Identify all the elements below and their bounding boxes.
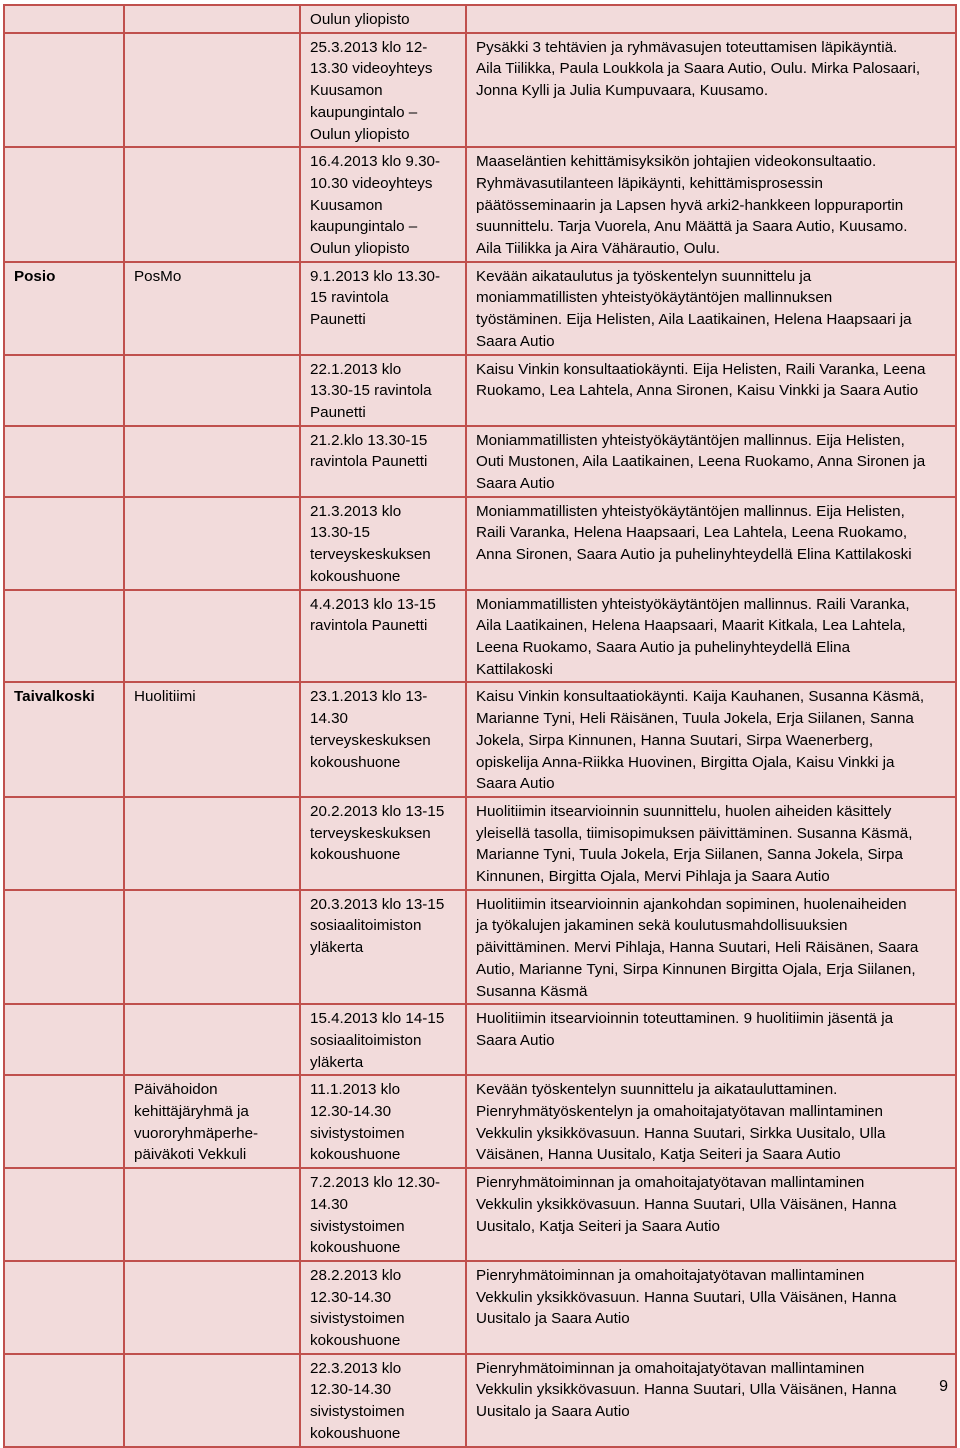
- location-cell: [4, 1075, 124, 1168]
- location-cell: [4, 1354, 124, 1447]
- date-location-cell: [300, 1354, 466, 1447]
- description-cell: [466, 590, 956, 683]
- description-cell-text: Moniammatillisten yhteistyökäytäntöjen mallinnus. Eija Helisten, Outi Mustonen, Aila Laatikainen, Leena Ruokamo, Anna Sironen ja Saara Autio: [476, 431, 926, 493]
- group-cell: [124, 262, 300, 355]
- group-cell: [124, 147, 300, 262]
- description-cell-text: Pienryhmätoiminnan ja omahoitajatyötavan mallintaminen Vekkulin yksikkövasuun. Hanna Suutari, Ulla Väisänen, Hanna Uusitalo, Katja Seiteri ja Saara Autio: [476, 1174, 897, 1235]
- date-location-cell-text: 22.1.2013 klo 13.30-15 ravintola Paunetti: [310, 360, 432, 421]
- group-cell-text: PosMo: [134, 267, 182, 285]
- description-cell: [466, 1168, 956, 1261]
- location-cell: [4, 147, 124, 262]
- description-cell: [466, 890, 956, 1005]
- date-location-cell-text: 21.2.klo 13.30-15 ravintola Paunetti: [310, 431, 428, 471]
- date-location-cell-text: 21.3.2013 klo 13.30-15 terveyskeskuksen kokoushuone: [310, 502, 431, 585]
- group-cell: [124, 1075, 300, 1168]
- group-cell: [124, 797, 300, 890]
- location-cell: [4, 890, 124, 1005]
- group-cell: [124, 1168, 300, 1261]
- location-cell: [4, 33, 124, 148]
- date-location-cell-text: 7.2.2013 klo 12.30- 14.30 sivistystoimen kokoushuone: [310, 1174, 441, 1257]
- description-cell-text: Pysäkki 3 tehtävien ja ryhmävasujen toteuttamisen läpikäyntiä. Aila Tiilikka, Paula Loukkola ja Saara Autio, Oulu. Mirka Palosaari, Jonna Kylli ja Julia Kumpuvaara, Kuusamo.: [476, 38, 921, 100]
- location-cell: [4, 682, 124, 797]
- group-cell: [124, 890, 300, 1005]
- location-cell: [4, 797, 124, 890]
- date-location-cell: [300, 33, 466, 148]
- description-cell-text: Moniammatillisten yhteistyökäytäntöjen mallinnus. Eija Helisten, Raili Varanka, Helena Haapsaari, Lea Lahtela, Leena Ruokamo, Anna Sironen, Saara Autio ja puhelinyhteydellä Elina Kattilakoski: [476, 502, 912, 564]
- table-row: [4, 1261, 956, 1354]
- table-row: [4, 5, 956, 33]
- date-location-cell-text: Oulun yliopisto: [310, 11, 410, 28]
- date-location-cell-text: 25.3.2013 klo 12- 13.30 videoyhteys Kuusamon kaupungintalo – Oulun yliopisto: [310, 38, 433, 143]
- date-location-cell: [300, 497, 466, 590]
- date-location-cell-text: 20.3.2013 klo 13-15 sosiaalitoimiston yläkerta: [310, 895, 445, 957]
- description-cell: [466, 33, 956, 148]
- location-cell: [4, 426, 124, 497]
- description-cell: [466, 497, 956, 590]
- description-cell: [466, 682, 956, 797]
- group-cell: [124, 1354, 300, 1447]
- location-cell: [4, 1168, 124, 1261]
- location-cell: [4, 5, 124, 33]
- table-row: [4, 682, 956, 797]
- location-cell-text: Posio: [14, 267, 56, 285]
- date-location-cell: [300, 590, 466, 683]
- date-location-cell: [300, 147, 466, 262]
- description-cell-text: Kevään aikataulutus ja työskentelyn suunnittelu ja moniammatillisten yhteistyökäytäntöjen mallinnuksen työstäminen. Eija Helisten, Aila Laatikainen, Helena Haapsaari ja Saara Autio: [476, 267, 912, 350]
- location-cell: [4, 355, 124, 426]
- group-cell: [124, 33, 300, 148]
- meeting-table: [3, 4, 957, 1448]
- description-cell-text: Huolitiimin itsearvioinnin suunnittelu, huolen aiheiden käsittely yleisellä tasolla, tiimisopimuksen päivittäminen. Susanna Käsmä, Marianne Tyni, Tuula Jokela, Erja Siilanen, Sanna Jokela, Sirpa Kinnunen, Birgitta Ojala, Mervi Pihlaja ja Saara Autio: [476, 802, 913, 886]
- date-location-cell: [300, 355, 466, 426]
- group-cell-text: Päivähoidon kehittäjäryhmä ja vuororyhmäperhe- päiväkoti Vekkuli: [134, 1081, 259, 1164]
- location-cell: [4, 590, 124, 683]
- date-location-cell-text: 22.3.2013 klo 12.30-14.30 sivistystoimen kokoushuone: [310, 1359, 405, 1442]
- table-row: [4, 590, 956, 683]
- description-cell: [466, 1261, 956, 1354]
- location-cell: [4, 1261, 124, 1354]
- group-cell-text: Huolitiimi: [134, 688, 196, 706]
- description-cell-text: Moniammatillisten yhteistyökäytäntöjen mallinnus. Raili Varanka, Aila Laatikainen, Helena Haapsaari, Maarit Kitkala, Lea Lahtela, Leena Ruokamo, Saara Autio ja puhelinyhteydellä Elina Kattilakoski: [476, 595, 910, 678]
- description-cell-text: Maaseläntien kehittämisyksikön johtajien videokonsultaatio. Ryhmävasutilanteen läpikäynti, kehittämisprosessin päätösseminaarin ja Lapsen hyvä arki2-hankkeen loppuraportin suunnittelu. Tarja Vuorela, Anu Määttä ja Saara Autio, Kuusamo. Aila Tiilikka ja Aira Vähärautio, Oulu.: [476, 153, 908, 258]
- location-cell: [4, 262, 124, 355]
- date-location-cell: [300, 262, 466, 355]
- table-row: [4, 33, 956, 148]
- table-row: [4, 355, 956, 426]
- page-number: 9: [939, 1378, 948, 1395]
- table-row: [4, 1075, 956, 1168]
- location-cell-text: Taivalkoski: [14, 688, 95, 706]
- description-cell: [466, 147, 956, 262]
- description-cell-text: Huolitiimin itsearvioinnin toteuttaminen. 9 huolitiimin jäsentä ja Saara Autio: [476, 1010, 894, 1049]
- date-location-cell-text: 11.1.2013 klo 12.30-14.30 sivistystoimen kokoushuone: [310, 1081, 405, 1164]
- group-cell: [124, 590, 300, 683]
- date-location-cell-text: 23.1.2013 klo 13- 14.30 terveyskeskuksen kokoushuone: [310, 688, 431, 771]
- group-cell: [124, 426, 300, 497]
- date-location-cell-text: 9.1.2013 klo 13.30- 15 ravintola Paunetti: [310, 267, 441, 329]
- group-cell: [124, 355, 300, 426]
- group-cell: [124, 1004, 300, 1075]
- date-location-cell: [300, 426, 466, 497]
- date-location-cell-text: 20.2.2013 klo 13-15 terveyskeskuksen kokoushuone: [310, 802, 445, 864]
- group-cell: [124, 5, 300, 33]
- description-cell-text: Pienryhmätoiminnan ja omahoitajatyötavan mallintaminen Vekkulin yksikkövasuun. Hanna Suutari, Ulla Väisänen, Hanna Uusitalo ja Saara Autio: [476, 1266, 897, 1328]
- group-cell: [124, 497, 300, 590]
- table-row: [4, 890, 956, 1005]
- table-row: [4, 1354, 956, 1447]
- group-cell: [124, 682, 300, 797]
- description-cell-text: Kaisu Vinkin konsultaatiokäynti. Eija Helisten, Raili Varanka, Leena Ruokamo, Lea Lahtela, Anna Sironen, Kaisu Vinkki ja Saara Autio: [476, 360, 926, 400]
- date-location-cell: [300, 890, 466, 1005]
- date-location-cell: [300, 1168, 466, 1261]
- table-row: [4, 1004, 956, 1075]
- description-cell-text: Huolitiimin itsearvioinnin ajankohdan sopiminen, huolenaiheiden ja työkalujen jakaminen sekä koulutusmahdollisuuksien päivittäminen. Mervi Pihlaja, Hanna Suutari, Heli Räisänen, Saara Autio, Marianne Tyni, Sirpa Kinnunen Birgitta Ojala, Erja Siilanen, Susanna Käsmä: [476, 895, 919, 1000]
- description-cell: [466, 262, 956, 355]
- description-cell: [466, 1354, 956, 1447]
- table-row: [4, 797, 956, 890]
- table-row: [4, 426, 956, 497]
- date-location-cell: [300, 5, 466, 33]
- description-cell: [466, 797, 956, 890]
- date-location-cell: [300, 1075, 466, 1168]
- date-location-cell: [300, 682, 466, 797]
- table-row: [4, 497, 956, 590]
- date-location-cell: [300, 797, 466, 890]
- description-cell-text: Kaisu Vinkin konsultaatiokäynti. Kaija Kauhanen, Susanna Käsmä, Marianne Tyni, Heli Räisänen, Tuula Jokela, Erja Siilanen, Sanna Jokela, Sirpa Kinnunen, Hanna Suutari, Sirpa Waenerberg, opiskelija Anna-Riikka Huovinen, Birgitta Ojala, Kaisu Vinkki ja Saara Autio: [476, 688, 925, 793]
- table-row: [4, 1168, 956, 1261]
- description-cell: [466, 1004, 956, 1075]
- description-cell: [466, 355, 956, 426]
- location-cell: [4, 1004, 124, 1075]
- description-cell-text: Pienryhmätoiminnan ja omahoitajatyötavan mallintaminen Vekkulin yksikkövasuun. Hanna Suutari, Ulla Väisänen, Hanna Uusitalo ja Saara Autio: [476, 1359, 897, 1421]
- description-cell: [466, 1075, 956, 1168]
- table-row: [4, 262, 956, 355]
- date-location-cell: [300, 1004, 466, 1075]
- date-location-cell-text: 15.4.2013 klo 14-15 sosiaalitoimiston yläkerta: [310, 1010, 445, 1071]
- table-row: [4, 147, 956, 262]
- date-location-cell-text: 4.4.2013 klo 13-15 ravintola Paunetti: [310, 595, 436, 635]
- location-cell: [4, 497, 124, 590]
- description-cell: [466, 426, 956, 497]
- group-cell: [124, 1261, 300, 1354]
- description-cell-text: Kevään työskentelyn suunnittelu ja aikatauluttaminen. Pienryhmätyöskentelyn ja omahoitajatyötavan mallintaminen Vekkulin yksikkövasuun. Hanna Suutari, Sirkka Uusitalo, Ulla Väisänen, Hanna Uusitalo, Katja Seiteri ja Saara Autio: [476, 1081, 886, 1164]
- date-location-cell-text: 28.2.2013 klo 12.30-14.30 sivistystoimen kokoushuone: [310, 1266, 405, 1350]
- date-location-cell: [300, 1261, 466, 1354]
- description-cell: [466, 5, 956, 33]
- date-location-cell-text: 16.4.2013 klo 9.30- 10.30 videoyhteys Kuusamon kaupungintalo – Oulun yliopisto: [310, 153, 441, 258]
